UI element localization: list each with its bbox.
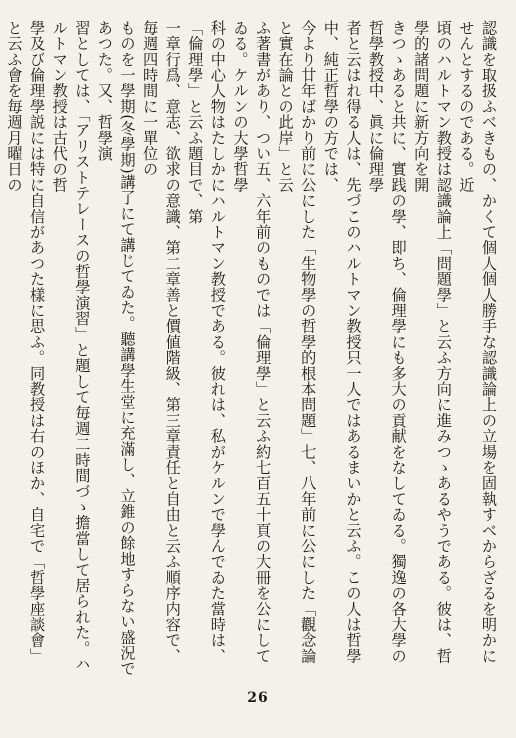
- body-text: 認識を取扱ふべきもの、かくて個人個人勝手な認識論上の立場を固執すべからざるを明かにせんとするのである。近 頃のハルトマン教授は認識論上「問題學」と云ふ方向に進みつゝあるやうである。彼は、哲學的諸問題に新方向を開 きつゝあると共に、實践の學、即ち、倫理學にも多大の貢献をなしてゐる。獨逸の各大學の哲學教授中、眞に倫理學 者と云はれ得る人は、先づこのハルトマン教授只一人ではあるまいかと云ふ。この人は哲學中、純正哲學の方では、 今より廿年ばかり前に公にした「生物學の哲學的根本問題」七、八年前に公にした「觀念論と實在論との此岸」と云 ふ著書があり、つい五、六年前のものでは「倫理學」と云ふ約七百五十頁の大冊を公にしてゐる。ケルンの大學哲學 科の中心人物はたしかにハルトマン教授である。彼れは、私がケルンで學んでゐた當時は、「倫理學」と云ふ題目で、第 一章行爲、意志、欲求の意識、第二章善と價値階級、第三章責任と自由と云ふ順序内容で、毎週四時間に一單位の ものを一學期(冬學期)講了にて講じてゐた。聽講學生堂に充滿し、立錐の餘地すらない盛況であつた。又、哲學演 習としては、「アリストテレースの哲學演習」と題して毎週二時間づゝ擔當して居られた。ハルトマン教授は古代の哲 學及び倫理學説には特に自信があつた樣に思ふ。同教授は右のほか、自宅で「哲學座談會」と云ふ會を毎週月曜日の: [5, 20, 498, 677]
- page-number: 26: [247, 690, 269, 706]
